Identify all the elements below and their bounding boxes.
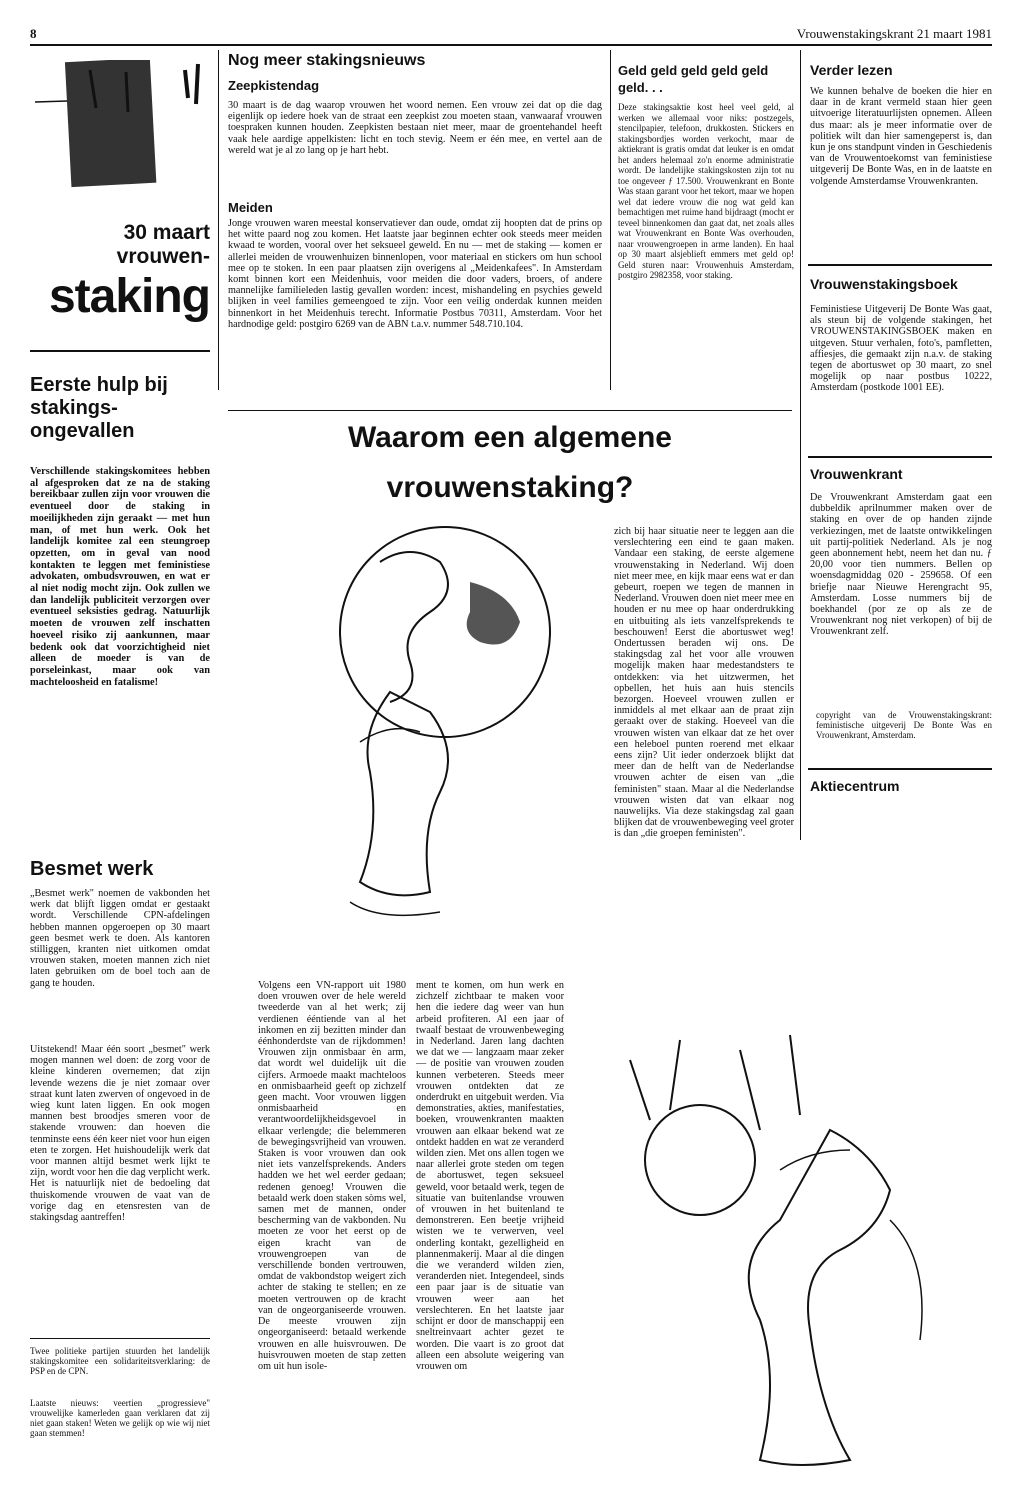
geld-body: Deze stakingsaktie kost heel veel geld, al werken we allemaal voor niks: postzegels, stencilpapier, telefoon, drukkosten. Stickers en stakingsbordjes worden verkocht, maar de aktiekrant is gratis omdat dat leuker is en omdat het anders helemaal zo'n enorme administratie wordt. De landelijke stakingskosten zijn tot nu toe ongeveer ƒ 17.500. Vrouwenkrant en Bonte Was staan garant voor het tekort, maar we hopen wel dat iedere vrouw die nog wat geld kan bemachtigen met ruime hand bijdraagt (mocht er teveel binnenkomen dan gaat dat, net zoals alles wat Vrouwenkrant en Bonte Was overhouden, naar vrouwengroepen in arme landen). En haal op 30 maart alsjeblieft emmers met geld op! Geld sturen naar: Vrouwenhuis Amsterdam, postgiro 2982358, voor staking. (618, 102, 794, 280)
copyright-note: copyright van de Vrouwenstakingskrant: feministische uitgeverij De Bonte Was en Vrouwenkrant, Amsterdam. (816, 710, 992, 740)
verder-title: Verder lezen (810, 62, 893, 78)
nog-meer-title: Nog meer stakingsnieuws (228, 52, 426, 69)
vrouwenkrant-body: De Vrouwenkrant Amsterdam gaat een dubbeldik aprilnummer maken over de staking en over de op handen zijnde verkiezingen, met de laatste ontwikkelingen uit partij-politiek Nederland. Als je nog geen abonnement hebt, neem het dan nu. ƒ 20,00 voor tien nummers. Bellen op woensdagmiddag 020 - 259658. Of een briefje naar Nieuwe Herengracht 95, Amsterdam. Losse nummers bij de boekhandel (por ze op als ze de Vrouwenkrant nog niet verkopen) of bij de Vrouwenkrant zelf. (810, 492, 992, 638)
main-col-2: ment te komen, om hun werk en zichzelf zichtbaar te maken voor hen die iedere dag weer van hun arbeid profiteren. Al een jaar of twaalf bestaat de vrouwenbeweging in Nederland. Jaren lang dachten we dat we — langzaam maar zeker — de positie van vrouwen zouden kunnen verbeteren. Steeds meer vrouwen ontdekten dat ze onderdrukt en uitgebuit werden. Via demonstraties, akties, manifestaties, boeken, vrouwenkranten maakten vrouwen aan elkaar bekend wat ze ontdekt hadden en wat ze veranderd wilden zien. Met ons allen togen we naar allerlei grote steden om tegen de abortuswet, tegen seksueel geweld, voor betaald werk, tegen de situatie van buitenlandse vrouwen of vrouwen in het buitenland te demonstreren. Een beetje vrijheid wisten we te verwerven, veel onderling kontakt, gezelligheid en plannenmakerij. Maar al die dingen die we veranderd wilden zien, veranderden niet. Integendeel, sinds een paar jaar is de situatie van vrouwen weer aan het verslechteren. En het laatste jaar schijnt er door de manschappij een sneltreinvaart achter gezet te worden. Die vaart is zo groot dat alleen een absolute weigering van vrouwen om (416, 980, 564, 1372)
meiden-title: Meiden (228, 200, 273, 215)
geld-title: Geld geld geld geld geld geld. . . (618, 63, 769, 95)
verder-body: We kunnen behalve de boeken die hier en daar in de krant vermeld staan hier geen uitvoerige literatuurlijsten opnemen. Alleen dus maar: als je meer informatie over de politiek wilt dan hier samengeperst is, dan kun je ons standpunt vinden in Geschiedenis van de Vrouwentoekomst van feministiese uitgeverij De Bonte Was, en in de laatste en volgende Amsterdamse Vrouwenkranten. (810, 86, 992, 187)
divider (808, 456, 992, 458)
column-rule (610, 50, 611, 390)
logo-line-1: 30 maart (123, 221, 210, 244)
logo-line-3: staking (48, 270, 210, 323)
besmet-p2: Uitstekend! Maar één soort „besmet" werk mogen mannen wel doen: de zorg voor de kleine kinderen overnemen; dat zijn levende wezens die je niet zomaar over straat kunt laten zwerven of ongevoed in de wieg kunt laten liggen. En ook mogen mannen best broodjes smeren voor de stakende vrouwen: dan hoeven die tenminste eens één keer niet voor hun eigen eten te zorgen. Het huishoudelijk werk dat voor mannen altijd besmet werk lijkt te zijn, wordt voor hen die dag verplicht werk. Het is natuurlijk niet de bedoeling dat thuiskomende vrouwen de vaat van de vorige dag en etensresten van de stakingsdag aantreffen! (30, 1044, 210, 1224)
divider (808, 768, 992, 770)
page-number: 8 (30, 26, 37, 41)
paper-title-date: Vrouwenstakingskrant 21 maart 1981 (796, 26, 992, 41)
aktie-title: Aktiecentrum (810, 778, 900, 794)
clothesline-illustration (30, 60, 210, 200)
eerste-hulp-body: Verschillende stakingskomitees hebben al afgesproken dat ze na de staking bereikbaar zullen zijn voor vrouwen die eventueel door de staking in moeilijkheden zijn geraakt — met hun man, of met hun werk. Ook het landelijk komitee zal een steungroep opzetten, om in geval van nood kontakten te leggen met feministiese advokaten, ombudsvrouwen, en wat er al niet nodig mocht zijn. Ook zullen we dan landelijk publiciteit verzorgen over eventueel seksisties gedrag. Natuurlijk moeten de vrouwen zelf inschatten hoeveel risiko zij aankunnen, maar bedenk ook dat voorzichtigheid niet alleen de moeder is van de porseleinkast, maar ook van machteloosheid en fatalisme! (30, 466, 210, 688)
boek-body: Feministiese Uitgeverij De Bonte Was gaat, als steun bij de volgende stakingen, het VROUWENSTAKINGSBOEK maken en uitgeven. Stuur verhalen, foto's, pamfletten, affiesjes, die gemaakt zijn n.a.v. de staking tegen de abortuswet op 30 maart, zo snel mogelijk op naar postbus 10222, Amsterdam (postkode 1001 EE). (810, 304, 992, 394)
divider (228, 410, 792, 411)
main-col-right-top: zich bij haar situatie neer te leggen aan die verslechtering een eind te gaan maken. Vandaar een staking, de eerste algemene vrouwenstaking in Nederland. Wij doen niet meer mee, en kijk maar eens wat er dan gebeurt, roepen we tegen de mannen in Nederland. Vrouwen doen niet meer mee en houden er nu mee op haar onderdrukking en uitbuiting als iets vanzelfsprekends te beschouwen! Eerst die abortuswet weg! Ondertussen beraden wij ons. De stakingsdag zal het voor alle vrouwen mogelijk maken haar medestandsters te ontdekken: via het uitzwermen, het opbellen, het huis aan huis stencils bezorgen. Hoeveel vrouwen zullen er inmiddels al met elkaar aan de praat zijn geraakt over de staking. Hoeveel van die vrouwen wisten van elkaar dat ze het over een heleboel punten roerend met elkaar eens zijn? Uit ieder onderzoek blijkt dat meer dan de helft van de Nederlandse vrouwen achter de eisen van „die feministen" staan. Maar al die Nederlandse vrouwen wisten dat van elkaar nog nauwelijks. Via deze stakingsdag zal gaan blijken dat de vrouwenbeweging veel groter is dan „die groepen feministen". (614, 526, 794, 840)
main-title-line-1: Waarom een algemene (347, 421, 672, 454)
note-parties: Twee politieke partijen stuurden het landelijk stakingskomitee een solidariteitsverklaring: de PSP en de CPN. (30, 1346, 210, 1376)
besmet-p1: „Besmet werk" noemen de vakbonden het werk dat blijft liggen omdat er gestaakt wordt. Verschillende CPN-afdelingen hebben mannen opgeroepen op 30 maart geen besmet werk te doen. Als kantoren stilliggen, kranten niet uitkomen omdat vrouwen staken, moeten mannen zich niet laten gebruiken om de boel toch aan de gang te houden. (30, 888, 210, 989)
besmet-title: Besmet werk (30, 858, 154, 880)
vrouwenkrant-title: Vrouwenkrant (810, 466, 903, 482)
zeepkist-title: Zeepkistendag (228, 78, 320, 93)
boek-title: Vrouwenstakingsboek (810, 276, 958, 292)
meiden-body: Jonge vrouwen waren meestal konservatiever dan oude, omdat zij hoopten dat de prins op het witte paard nog zou komen. Het laatste jaar beginnen echter ook steeds meer meiden kwaad te worden, vooral over het seksueel geweld. En nu — met de staking — komen er allerlei meiden de vrouwenhuizen binnenlopen, voor materiaal en stickers om hun school mee op te stoken. In een paar plaatsen zijn overigens al „Meidenkafees". In Amsterdam komt binnen kort een Meidenhuis, voor meiden die door vaders, broers, of andere mannelijke familieleden lastig gevallen worden: incest, mishandeling en psychies geweld blijken in veel families gemeengoed te zijn. Voor een veilig onderdak kunnen meiden binnenkort in het Meidenhuis terecht. Informatie Postbus 70311, Amsterdam. Voor het hardnodige geld: postgiro 6269 van de ABN t.a.v. nummer 548.710.104. (228, 218, 602, 330)
zeepkist-body: 30 maart is de dag waarop vrouwen het woord nemen. Een vrouw zei dat op die dag eigenlijk op iedere hoek van de straat een zeepkist zou moeten staan, vanwaaraf vrouwen toespraken kunnen houden. Zeepkisten bestaan niet meer, maar de groentehandel heeft vaak hele aardige appelkisten: licht en toch stevig. Neem er één mee, en vertel aan de wereld wat je al zo lang op je hart hebt. (228, 100, 602, 156)
divider (808, 264, 992, 266)
eerste-hulp-title: Eerste hulp bij stakings-ongevallen (30, 374, 168, 442)
column-rule (218, 50, 219, 390)
page-header (30, 24, 992, 46)
logo-line-2: vrouwen- (116, 245, 210, 268)
column-rule (800, 50, 801, 840)
main-col-1: Volgens een VN-rapport uit 1980 doen vrouwen over de hele wereld tweederde van al het werk; zij verdienen ééntiende van al het inkomen en zij bezitten minder dan éénhonderdste van de rijkdommen! Vrouwen zijn onmisbaar èn arm, dat wordt wel duidelijk uit die cijfers. Armoede maakt machteloos en onmisbaarheid geeft op zichzelf geen macht. Voor vrouwen liggen onmisbaarheid en verantwoordelijkheidsgevoel in elkaar verlengde; die belemmeren de bewegingsvrijheid van vrouwen. Staken is voor vrouwen dan ook niet iets vanzelfsprekends. Anders hadden we het wel eerder gedaan; redenen genoeg! Vrouwen die betaald werk doen staken sòms wel, samen met de mannen, onder bescherming van de vakbonden. Nu moeten ze voor het eerst op de eigen kracht van de vrouwengroepen van de verschillende bonden vertrouwen, omdat de vakbondstop weigert zich achter de staking te stellen; en ze moeten vertrouwen op de kracht van de ongeorganiseerde vrouwen. De meeste vrouwen zijn ongeorganiseerd: betaald werkende vrouwen en alle huisvrouwen. De huisvrouwen moeten de stap zetten om uit hun isole- (258, 980, 406, 1372)
main-title-line-2: vrouwenstaking? (386, 471, 634, 504)
woman-breaking-free-illustration (590, 1020, 990, 1490)
woman-carrying-globe-illustration (270, 522, 590, 962)
note-last-news: Laatste nieuws: veertien „progressieve" vrouwelijke kamerleden gaan verklaren dat zij niet gaan staken! Weten we gelijk op wie wij niet gaan stemmen! (30, 1398, 210, 1438)
divider (30, 1338, 210, 1339)
divider (30, 350, 210, 352)
